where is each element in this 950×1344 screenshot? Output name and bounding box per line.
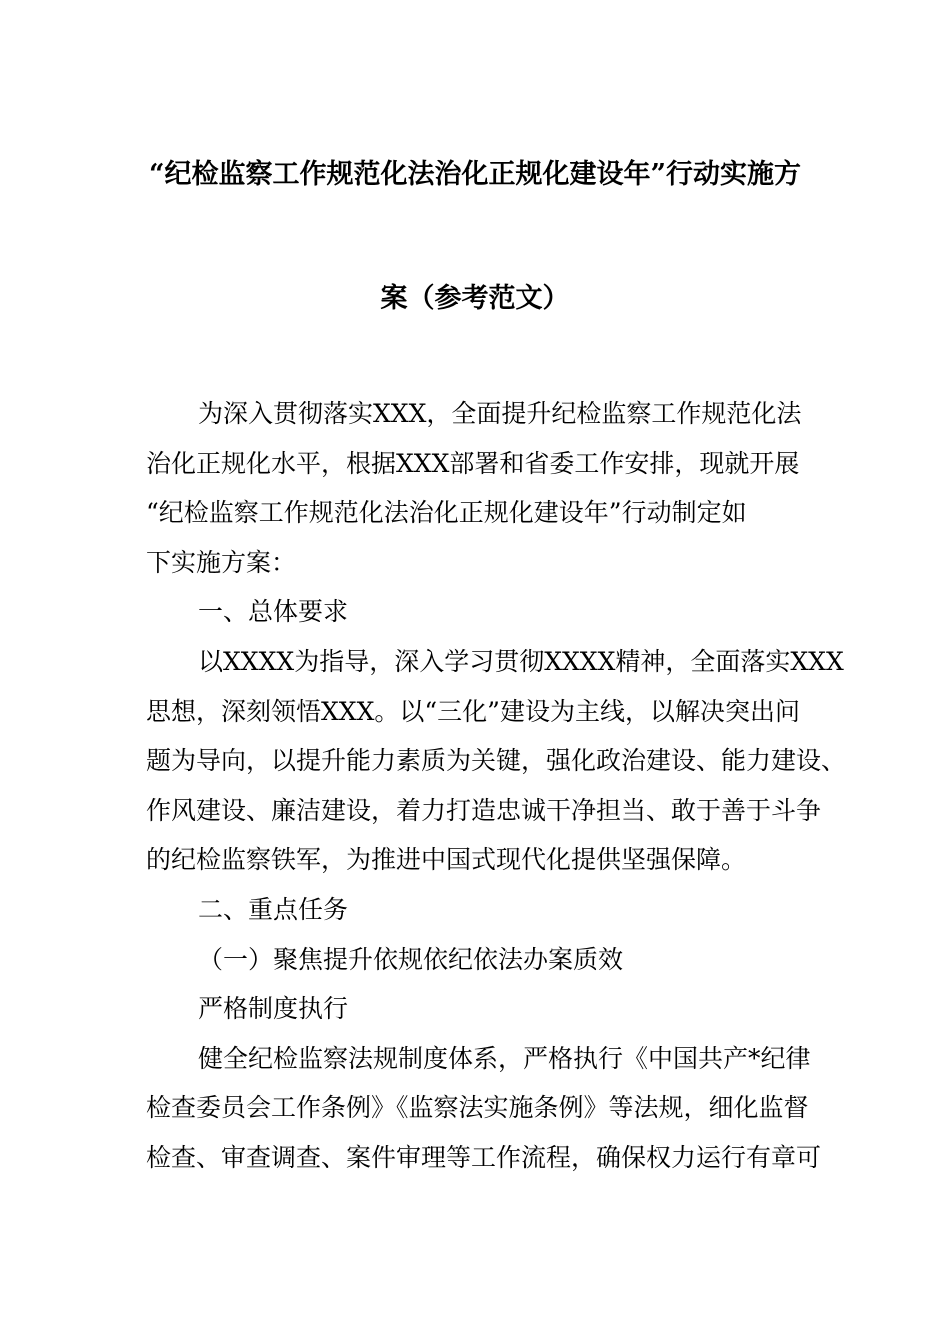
section-heading-key-tasks: 二、重点任务 xyxy=(198,894,349,924)
paragraph-requirements-line: 的纪检监察铁军，为推进中国式现代化提供坚强保障。 xyxy=(146,845,747,875)
subsection-heading-1: （一）聚焦提升依规依纪依法办案质效 xyxy=(198,944,624,974)
paragraph-enforcement-line: 健全纪检监察法规制度体系，严格执行《中国共产*纪律 xyxy=(198,1043,811,1073)
paragraph-enforcement-line: 检查委员会工作条例》《监察法实施条例》等法规，细化监督 xyxy=(146,1093,809,1123)
paragraph-requirements-line: 题为导向，以提升能力素质为关键，强化政治建设、能力建设、 xyxy=(146,746,847,776)
paragraph-intro-line: 治化正规化水平，根据XXX部署和省委工作安排，现就开展 xyxy=(146,448,800,478)
document-title-line-1: “纪检监察工作规范化法治化正规化建设年”行动实施方 xyxy=(148,159,802,190)
paragraph-requirements-line: 以XXXX为指导，深入学习贯彻XXXX精神，全面落实XXX xyxy=(198,646,844,676)
document-body xyxy=(146,389,847,1183)
paragraph-requirements-line: 思想，深刻领悟XXX。以“三化”建设为主线，以解决突出问 xyxy=(146,696,800,726)
document-title-line-2: 案（参考范文） xyxy=(380,283,570,314)
paragraph-enforcement-line: 检查、审查调查、案件审理等工作流程，确保权力运行有章可 xyxy=(146,1142,822,1172)
paragraph-intro-line: 为深入贯彻落实XXX，全面提升纪检监察工作规范化法 xyxy=(198,399,802,428)
paragraph-intro-line: “纪检监察工作规范化法治化正规化建设年”行动制定如 xyxy=(146,498,747,528)
paragraph-requirements-line: 作风建设、廉洁建设，着力打造忠诚干净担当、敢于善于斗争 xyxy=(146,795,822,825)
section-heading-general-requirements: 一、总体要求 xyxy=(198,597,349,627)
item-heading-strict-enforcement: 严格制度执行 xyxy=(198,994,349,1024)
paragraph-intro-line: 下实施方案： xyxy=(146,547,297,577)
